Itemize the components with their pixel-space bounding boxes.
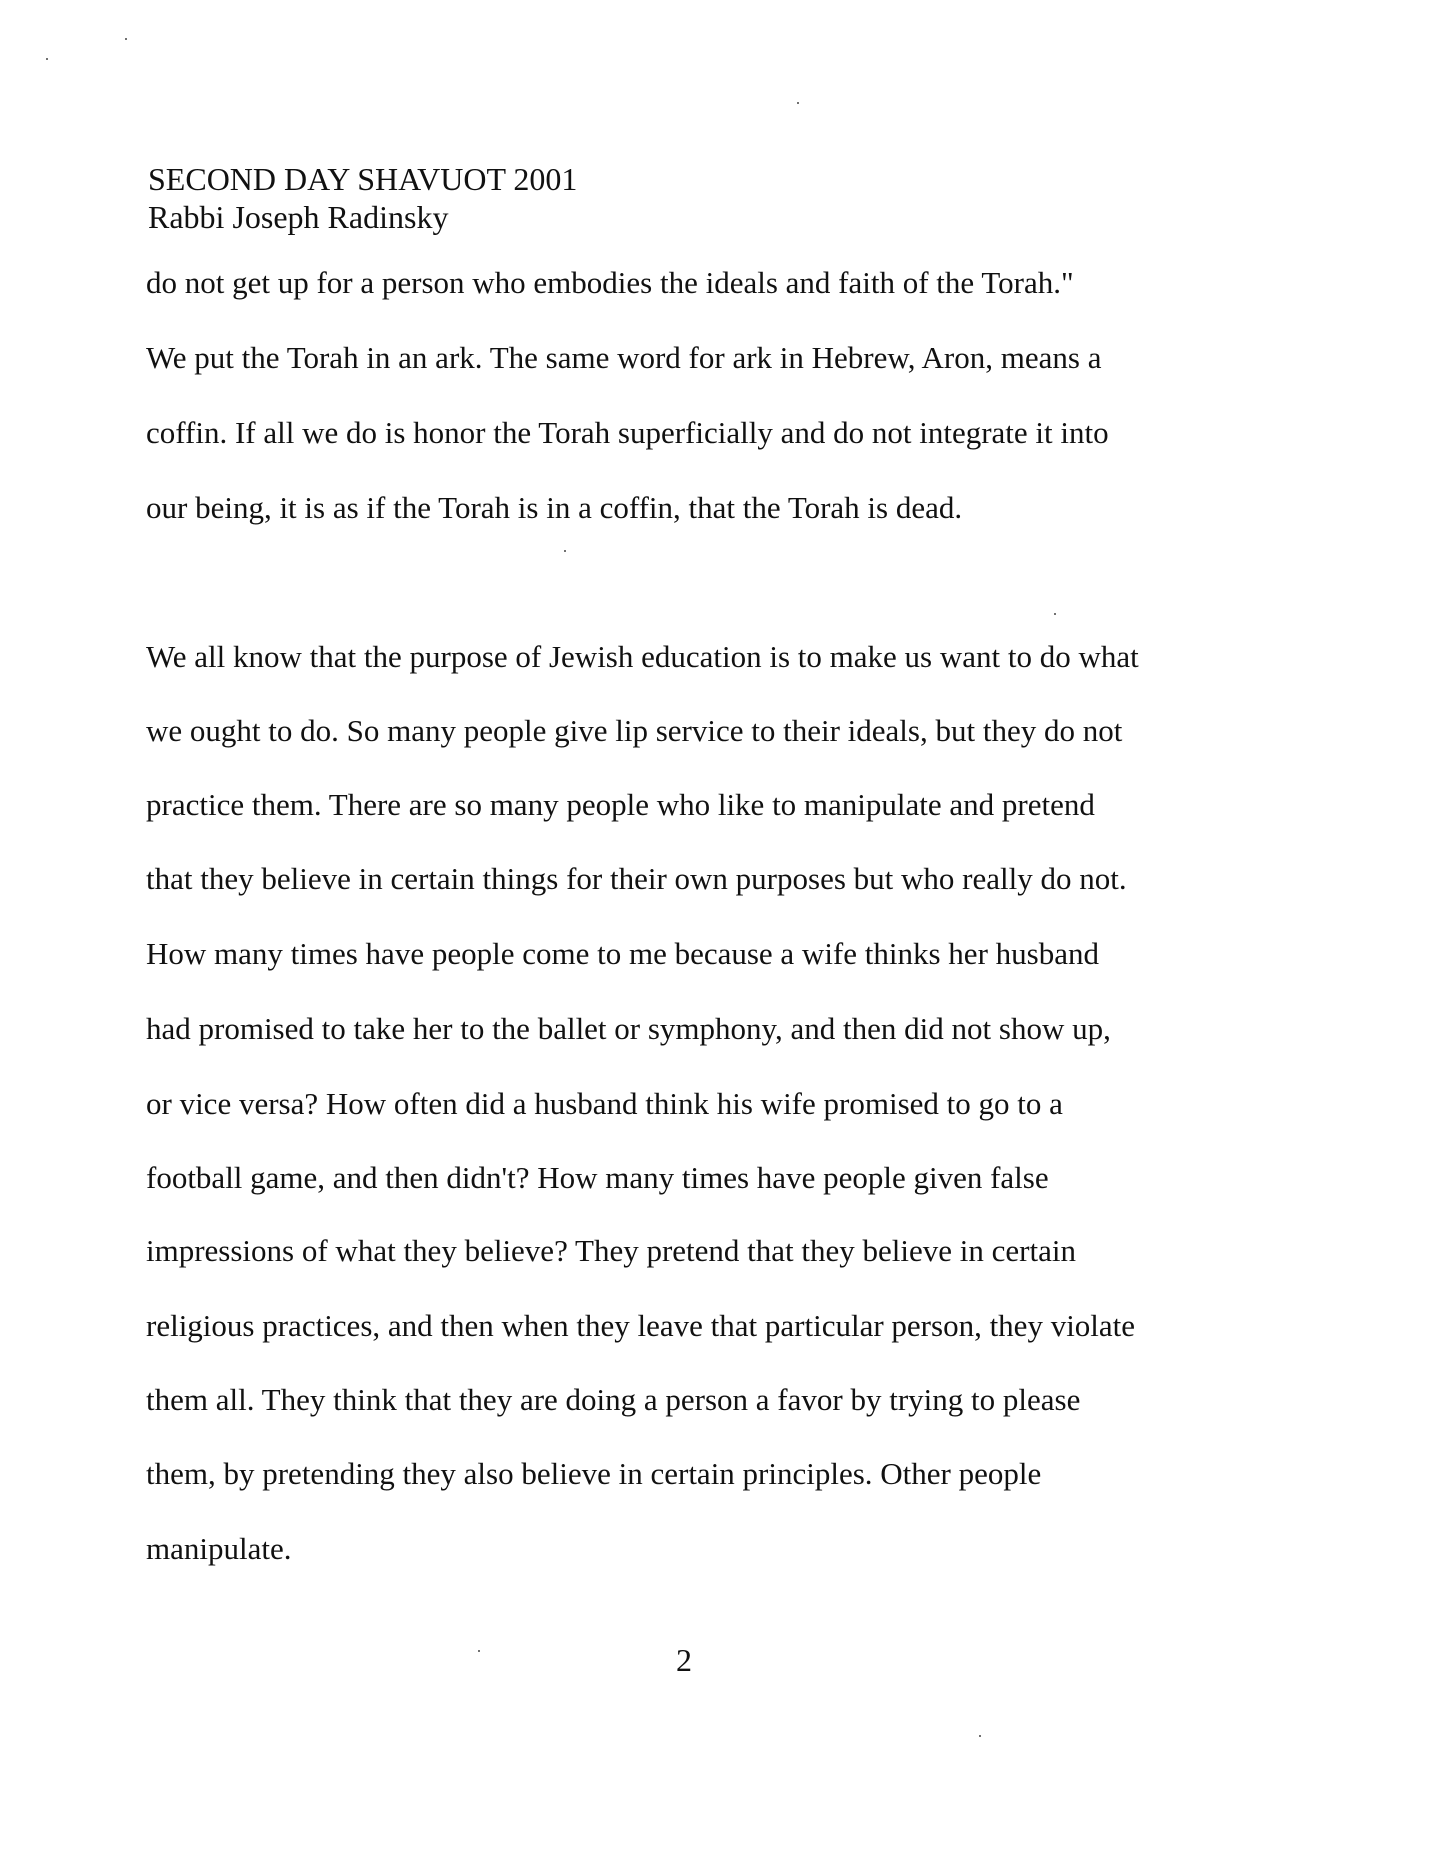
text-line: that they believe in certain things for their own purposes but who really do not.: [146, 861, 1127, 896]
text-line: or vice versa? How often did a husband think his wife promised to go to a: [146, 1086, 1063, 1121]
scan-speck: [564, 550, 566, 552]
text-line: our being, it is as if the Torah is in a coffin, that the Torah is dead.: [146, 490, 963, 525]
text-line: How many times have people come to me because a wife thinks her husband: [146, 936, 1099, 971]
text-line: We put the Torah in an ark. The same word for ark in Hebrew, Aron, means a: [146, 340, 1102, 375]
scan-speck: [797, 102, 799, 104]
text-line: manipulate.: [146, 1531, 292, 1566]
text-line: practice them. There are so many people who like to manipulate and pretend: [146, 787, 1095, 822]
text-line: do not get up for a person who embodies the ideals and faith of the Torah.": [146, 265, 1074, 300]
scan-speck: [979, 1735, 981, 1737]
text-line: impressions of what they believe? They pretend that they believe in certain: [146, 1233, 1076, 1268]
scan-speck: [125, 38, 127, 40]
document-header: [148, 160, 1248, 236]
document-title: SECOND DAY SHAVUOT 2001: [148, 161, 578, 197]
text-line: them all. They think that they are doing a person a favor by trying to please: [146, 1382, 1081, 1417]
text-line: had promised to take her to the ballet or symphony, and then did not show up,: [146, 1011, 1111, 1046]
text-line: we ought to do. So many people give lip service to their ideals, but they do not: [146, 713, 1123, 748]
document-author: Rabbi Joseph Radinsky: [148, 199, 449, 235]
text-line: coffin. If all we do is honor the Torah superficially and do not integrate it into: [146, 415, 1109, 450]
scan-speck: [46, 58, 48, 60]
scan-speck: [1054, 613, 1056, 615]
text-line: them, by pretending they also believe in certain principles. Other people: [146, 1456, 1042, 1491]
text-line: football game, and then didn't? How many times have people given false: [146, 1160, 1049, 1195]
text-line: religious practices, and then when they leave that particular person, they violate: [146, 1308, 1136, 1343]
scan-speck: [478, 1650, 480, 1652]
text-line: We all know that the purpose of Jewish education is to make us want to do what: [146, 639, 1139, 674]
page-number: 2: [676, 1642, 692, 1678]
